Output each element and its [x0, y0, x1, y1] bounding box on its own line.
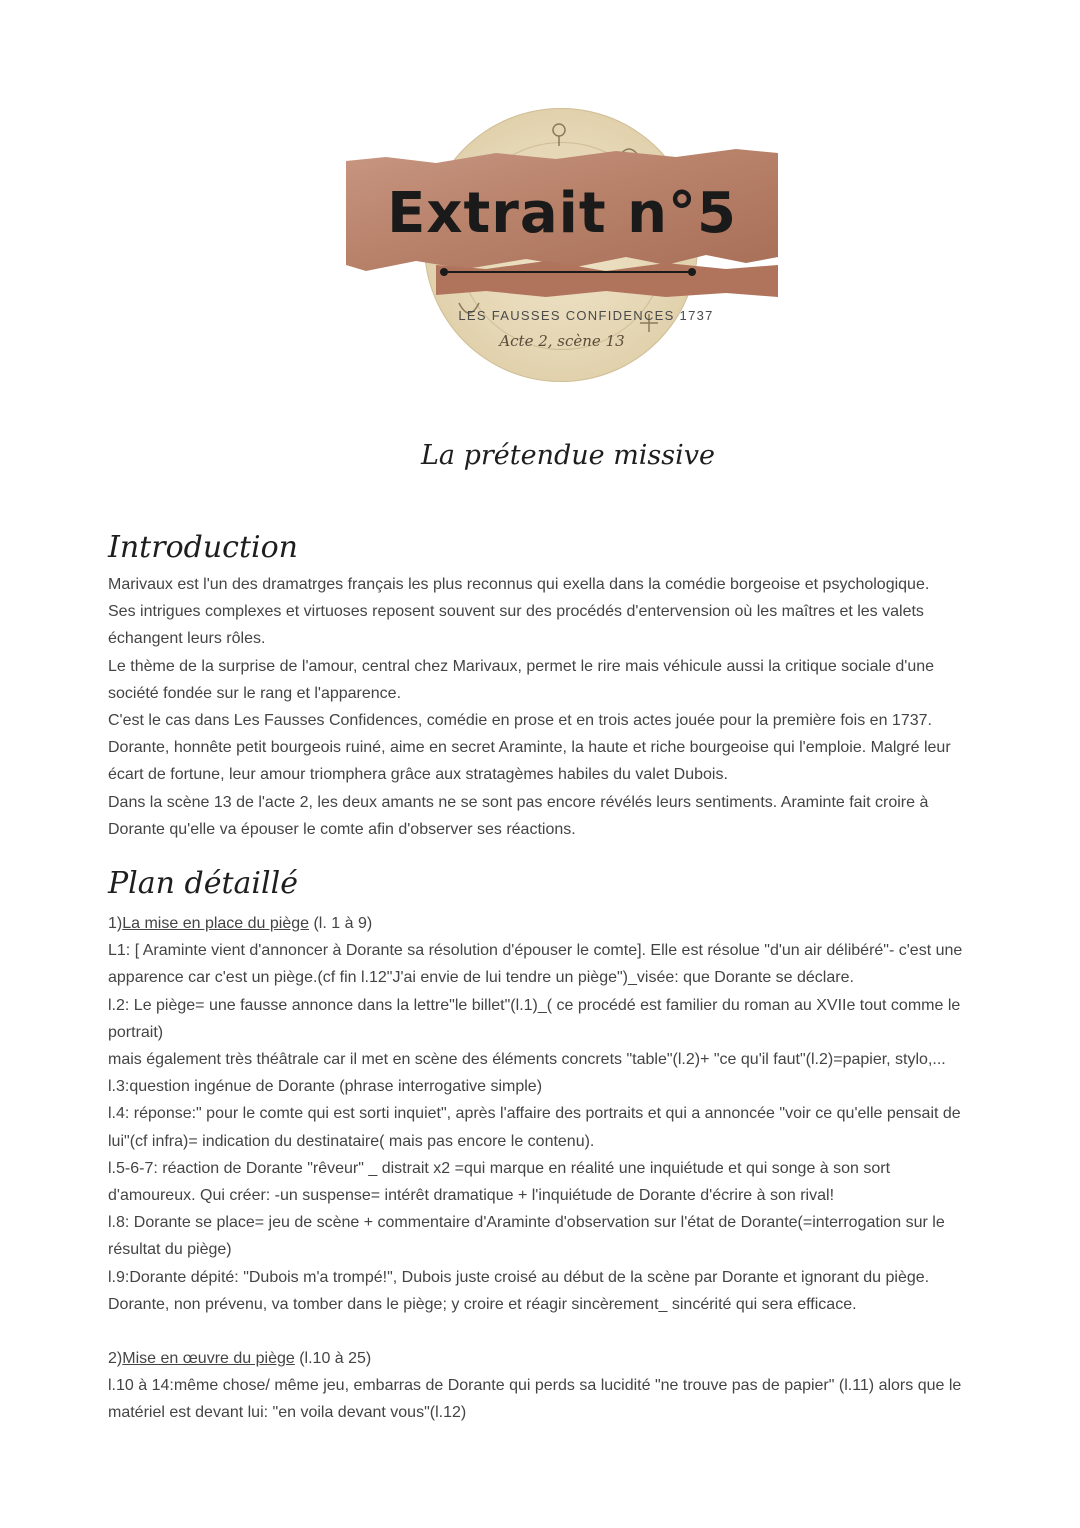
intro-paragraph: C'est le cas dans Les Fausses Confidences, comédie en prose et en trois actes jouée pour la première fois en 1737.	[108, 712, 932, 730]
spacer	[108, 1318, 972, 1345]
part1-range: (l. 1 à 9)	[309, 915, 373, 932]
zodiac-figure-icon	[544, 118, 574, 148]
work-title: LES FAUSSES CONFIDENCES 1737	[458, 308, 714, 323]
plan-item: L1: [ Araminte vient d'annoncer à Dorante sa résolution d'épouser le comte]. Elle est résolue "d'un air délibéré"- c'est une apparence car c'est un piège.(cf fin l.12"J'ai envie de lui tendre un piège")_visée: que Dorante se déclare.	[108, 942, 963, 987]
intro-paragraph: Ses intrigues complexes et virtuoses reposent souvent sur des procédés d'entervension où les maîtres et les valets échangent leurs rôles.	[108, 603, 924, 648]
introduction-heading: Introduction	[108, 530, 298, 565]
intro-paragraph: Marivaux est l'un des dramatrges français les plus reconnus qui exella dans la comédie borgeoise et psychologique.	[108, 576, 930, 593]
part2-heading	[108, 1345, 972, 1372]
plan-item: l.8: Dorante se place= jeu de scène + commentaire d'Araminte d'observation sur l'état de Dorante(=interrogation sur le résultat du piège)	[108, 1214, 945, 1259]
header-emblem	[346, 105, 778, 387]
plan-text	[108, 910, 972, 1427]
extract-title: Extrait n°5	[387, 181, 737, 246]
part2-range: (l.10 à 25)	[294, 1350, 372, 1368]
introduction-text	[108, 571, 972, 843]
ornament-divider	[438, 267, 698, 277]
intro-paragraph: Dans la scène 13 de l'acte 2, les deux amants ne se sont pas encore révélés leurs sentiments. Araminte fait croire à Dorante qu'elle va épouser le comte afin d'observer ses réactions.	[108, 793, 929, 838]
plan-item: l.10 à 14:même chose/ même jeu, embarras de Dorante qui perds sa lucidité "ne trouve pas de papier" (l.11) alors que le matériel est devant lui: "en voila devant vous"(l.12)	[108, 1377, 962, 1422]
intro-paragraph: Le thème de la surprise de l'amour, central chez Marivaux, permet le rire mais véhicule aussi la critique sociale d'une société fondée sur le rang et l'apparence.	[108, 657, 935, 702]
part1-heading	[108, 910, 972, 937]
plan-item: mais également très théâtrale car il met en scène des éléments concrets "table"(l.2)+ "ce qu'il faut"(l.2)=papier, stylo,...	[108, 1051, 946, 1069]
part2-number: 2)	[108, 1350, 123, 1368]
part1-title: La mise en place du piège	[122, 915, 310, 932]
part2-title: Mise en œuvre du piège	[122, 1350, 295, 1368]
plan-item: l.9:Dorante dépité: "Dubois m'a trompé!", Dubois juste croisé au début de la scène par Dorante et ignorant du piège. Dorante, non prévenu, va tomber dans le piège; y croire et réagir sincèrement_ sincérité qui sera efficace.	[108, 1268, 930, 1313]
act-scene-label: Acte 2, scène 13	[499, 332, 625, 350]
page-subtitle: La prétendue missive	[420, 440, 716, 471]
part1-number: 1)	[108, 915, 123, 932]
plan-item: l.3:question ingénue de Dorante (phrase interrogative simple)	[108, 1078, 543, 1096]
plan-item: l.4: réponse:" pour le comte qui est sorti inquiet", après l'affaire des portraits et qui a annoncée "voir ce qu'elle pensait de lui"(cf infra)= indication du destinataire( mais pas encore le contenu).	[108, 1105, 961, 1150]
plan-item: l.2: Le piège= une fausse annonce dans la lettre"le billet"(l.1)_( ce procédé est familier du roman au XVIIe tout comme le portrait)	[108, 996, 961, 1041]
intro-paragraph: Dorante, honnête petit bourgeois ruiné, aime en secret Araminte, la haute et riche bourgeoise qui l'emploie. Malgré leur écart de fortune, leur amour triomphera grâce aux stratagèmes habiles du valet Dubois.	[108, 739, 951, 784]
plan-item: l.5-6-7: réaction de Dorante "rêveur" _ distrait x2 =qui marque en réalité une inquiétude et qui songe à son sort d'amoureux. Qui créer: -un suspense= intérêt dramatique + l'inquiétude de Dorante d'écrire à son rival!	[108, 1159, 891, 1205]
plan-heading: Plan détaillé	[108, 866, 298, 901]
